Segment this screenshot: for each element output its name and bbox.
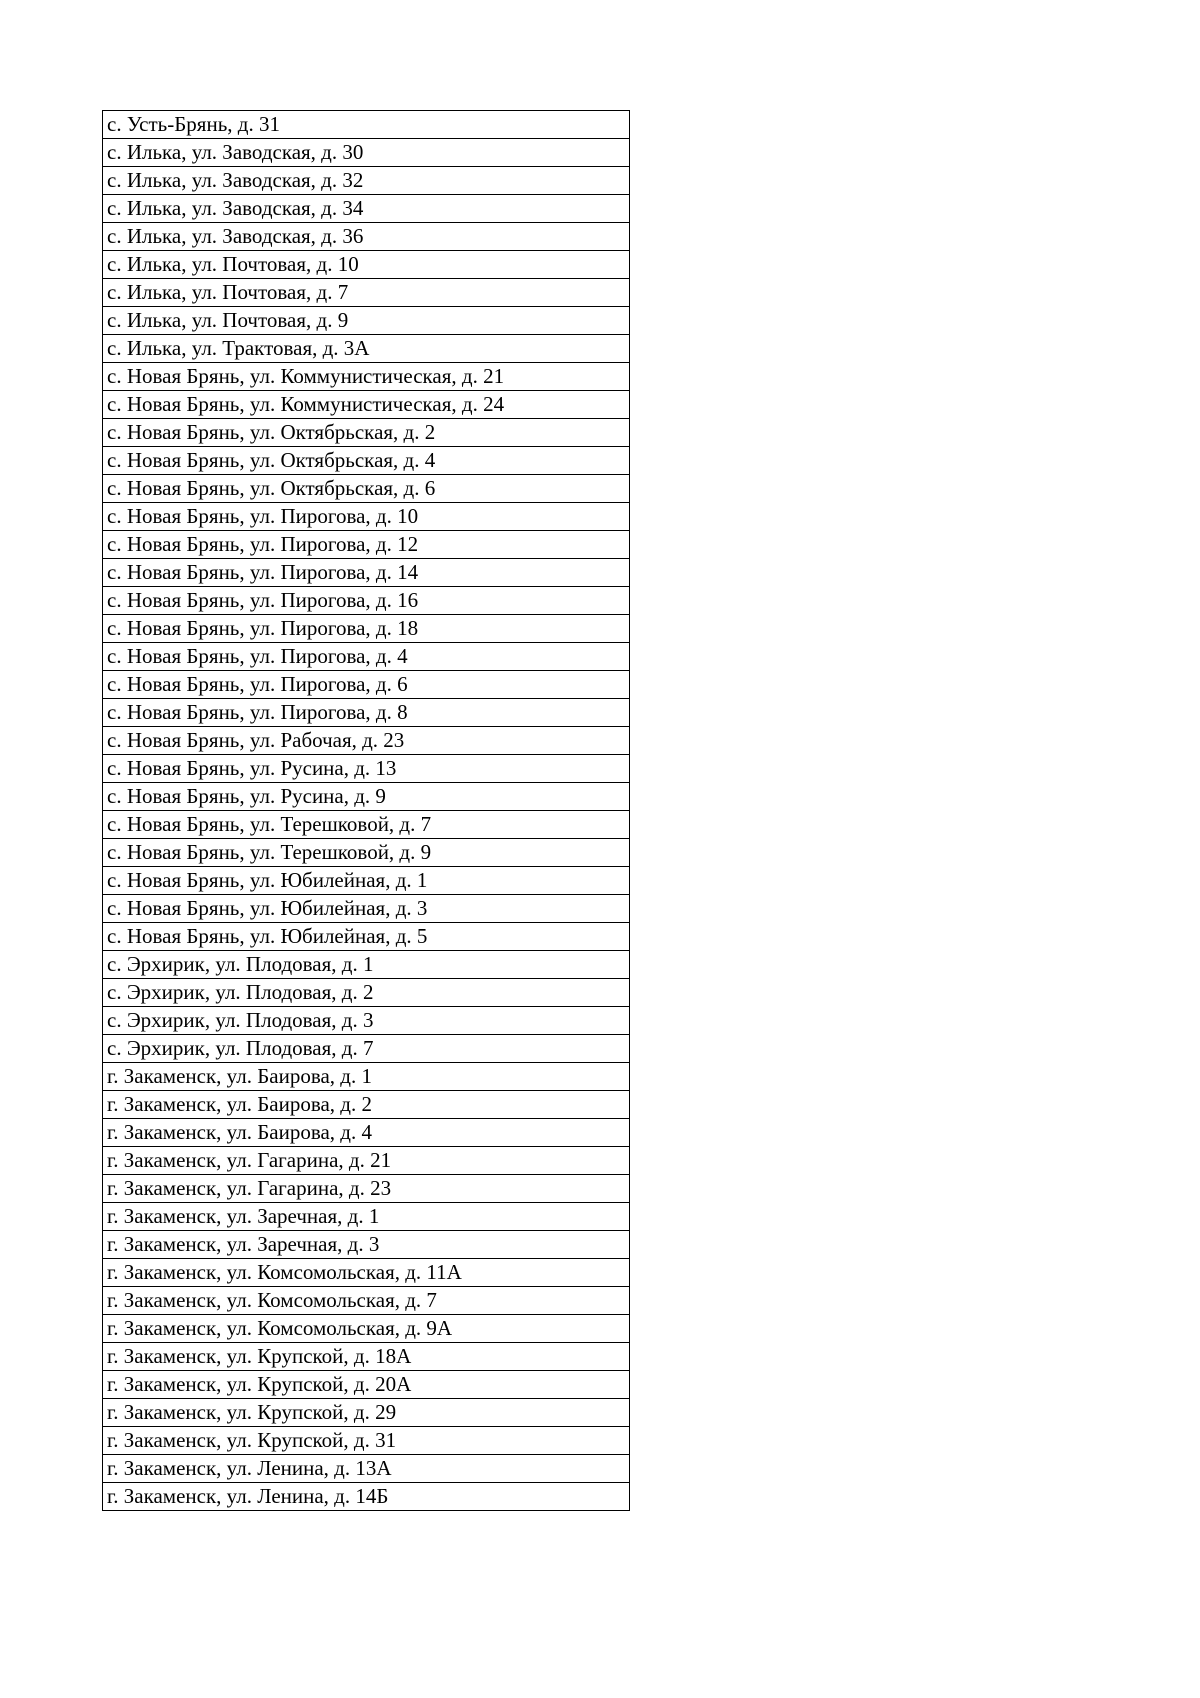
- address-cell: с. Илька, ул. Заводская, д. 34: [103, 195, 630, 223]
- table-row: [103, 419, 630, 447]
- address-cell: г. Закаменск, ул. Крупской, д. 31: [103, 1427, 630, 1455]
- table-row: [103, 811, 630, 839]
- table-row: [103, 755, 630, 783]
- address-cell: с. Новая Брянь, ул. Терешковой, д. 9: [103, 839, 630, 867]
- table-row: [103, 839, 630, 867]
- table-row: [103, 1035, 630, 1063]
- table-row: [103, 139, 630, 167]
- address-cell: с. Эрхирик, ул. Плодовая, д. 1: [103, 951, 630, 979]
- address-cell: г. Закаменск, ул. Ленина, д. 14Б: [103, 1483, 630, 1511]
- address-cell: с. Новая Брянь, ул. Русина, д. 9: [103, 783, 630, 811]
- table-row: [103, 531, 630, 559]
- address-cell: г. Закаменск, ул. Крупской, д. 18А: [103, 1343, 630, 1371]
- table-row: [103, 1203, 630, 1231]
- address-cell: г. Закаменск, ул. Заречная, д. 3: [103, 1231, 630, 1259]
- address-cell: с. Эрхирик, ул. Плодовая, д. 3: [103, 1007, 630, 1035]
- address-cell: с. Новая Брянь, ул. Пирогова, д. 14: [103, 559, 630, 587]
- table-row: [103, 195, 630, 223]
- address-cell: г. Закаменск, ул. Комсомольская, д. 9А: [103, 1315, 630, 1343]
- table-row: [103, 783, 630, 811]
- table-row: [103, 923, 630, 951]
- address-table-body: [103, 111, 630, 1511]
- address-cell: с. Новая Брянь, ул. Октябрьская, д. 6: [103, 475, 630, 503]
- table-row: [103, 1007, 630, 1035]
- address-cell: с. Илька, ул. Заводская, д. 30: [103, 139, 630, 167]
- address-cell: с. Новая Брянь, ул. Пирогова, д. 12: [103, 531, 630, 559]
- address-cell: с. Новая Брянь, ул. Терешковой, д. 7: [103, 811, 630, 839]
- address-cell: с. Илька, ул. Почтовая, д. 7: [103, 279, 630, 307]
- table-row: [103, 1427, 630, 1455]
- table-row: [103, 671, 630, 699]
- table-row: [103, 1455, 630, 1483]
- address-cell: г. Закаменск, ул. Гагарина, д. 23: [103, 1175, 630, 1203]
- address-cell: с. Новая Брянь, ул. Юбилейная, д. 1: [103, 867, 630, 895]
- table-row: [103, 279, 630, 307]
- address-cell: с. Илька, ул. Заводская, д. 36: [103, 223, 630, 251]
- address-cell: с. Илька, ул. Почтовая, д. 9: [103, 307, 630, 335]
- address-cell: г. Закаменск, ул. Баирова, д. 1: [103, 1063, 630, 1091]
- table-row: [103, 391, 630, 419]
- table-row: [103, 167, 630, 195]
- address-cell: г. Закаменск, ул. Баирова, д. 2: [103, 1091, 630, 1119]
- table-row: [103, 1063, 630, 1091]
- table-row: [103, 979, 630, 1007]
- table-row: [103, 867, 630, 895]
- address-cell: с. Новая Брянь, ул. Октябрьская, д. 4: [103, 447, 630, 475]
- address-cell: с. Новая Брянь, ул. Русина, д. 13: [103, 755, 630, 783]
- table-row: [103, 727, 630, 755]
- table-row: [103, 615, 630, 643]
- address-cell: с. Эрхирик, ул. Плодовая, д. 2: [103, 979, 630, 1007]
- address-table: [102, 110, 630, 1511]
- address-cell: с. Новая Брянь, ул. Юбилейная, д. 5: [103, 923, 630, 951]
- table-row: [103, 363, 630, 391]
- table-row: [103, 223, 630, 251]
- table-row: [103, 475, 630, 503]
- address-cell: с. Эрхирик, ул. Плодовая, д. 7: [103, 1035, 630, 1063]
- table-row: [103, 559, 630, 587]
- table-row: [103, 1371, 630, 1399]
- table-row: [103, 1091, 630, 1119]
- table-row: [103, 1119, 630, 1147]
- table-row: [103, 1231, 630, 1259]
- table-row: [103, 1399, 630, 1427]
- table-row: [103, 587, 630, 615]
- table-row: [103, 503, 630, 531]
- address-cell: г. Закаменск, ул. Комсомольская, д. 7: [103, 1287, 630, 1315]
- address-cell: г. Закаменск, ул. Ленина, д. 13А: [103, 1455, 630, 1483]
- address-cell: с. Новая Брянь, ул. Пирогова, д. 10: [103, 503, 630, 531]
- address-cell: с. Новая Брянь, ул. Рабочая, д. 23: [103, 727, 630, 755]
- address-cell: с. Новая Брянь, ул. Пирогова, д. 6: [103, 671, 630, 699]
- address-cell: с. Илька, ул. Почтовая, д. 10: [103, 251, 630, 279]
- address-cell: с. Илька, ул. Заводская, д. 32: [103, 167, 630, 195]
- address-cell: г. Закаменск, ул. Гагарина, д. 21: [103, 1147, 630, 1175]
- address-cell: с. Новая Брянь, ул. Пирогова, д. 4: [103, 643, 630, 671]
- address-cell: с. Новая Брянь, ул. Пирогова, д. 8: [103, 699, 630, 727]
- table-row: [103, 1147, 630, 1175]
- address-cell: с. Усть-Брянь, д. 31: [103, 111, 630, 139]
- address-cell: с. Илька, ул. Трактовая, д. 3А: [103, 335, 630, 363]
- address-cell: г. Закаменск, ул. Баирова, д. 4: [103, 1119, 630, 1147]
- table-row: [103, 307, 630, 335]
- address-cell: с. Новая Брянь, ул. Пирогова, д. 16: [103, 587, 630, 615]
- table-row: [103, 1259, 630, 1287]
- table-row: [103, 1287, 630, 1315]
- address-cell: г. Закаменск, ул. Крупской, д. 20А: [103, 1371, 630, 1399]
- address-cell: с. Новая Брянь, ул. Октябрьская, д. 2: [103, 419, 630, 447]
- address-cell: с. Новая Брянь, ул. Юбилейная, д. 3: [103, 895, 630, 923]
- table-row: [103, 1175, 630, 1203]
- address-cell: г. Закаменск, ул. Крупской, д. 29: [103, 1399, 630, 1427]
- table-row: [103, 447, 630, 475]
- table-row: [103, 1483, 630, 1511]
- address-cell: с. Новая Брянь, ул. Пирогова, д. 18: [103, 615, 630, 643]
- table-row: [103, 643, 630, 671]
- table-row: [103, 251, 630, 279]
- table-row: [103, 335, 630, 363]
- address-cell: г. Закаменск, ул. Заречная, д. 1: [103, 1203, 630, 1231]
- address-cell: г. Закаменск, ул. Комсомольская, д. 11А: [103, 1259, 630, 1287]
- address-cell: с. Новая Брянь, ул. Коммунистическая, д. 21: [103, 363, 630, 391]
- table-row: [103, 895, 630, 923]
- table-row: [103, 699, 630, 727]
- table-row: [103, 111, 630, 139]
- table-row: [103, 1343, 630, 1371]
- table-row: [103, 951, 630, 979]
- address-cell: с. Новая Брянь, ул. Коммунистическая, д. 24: [103, 391, 630, 419]
- table-row: [103, 1315, 630, 1343]
